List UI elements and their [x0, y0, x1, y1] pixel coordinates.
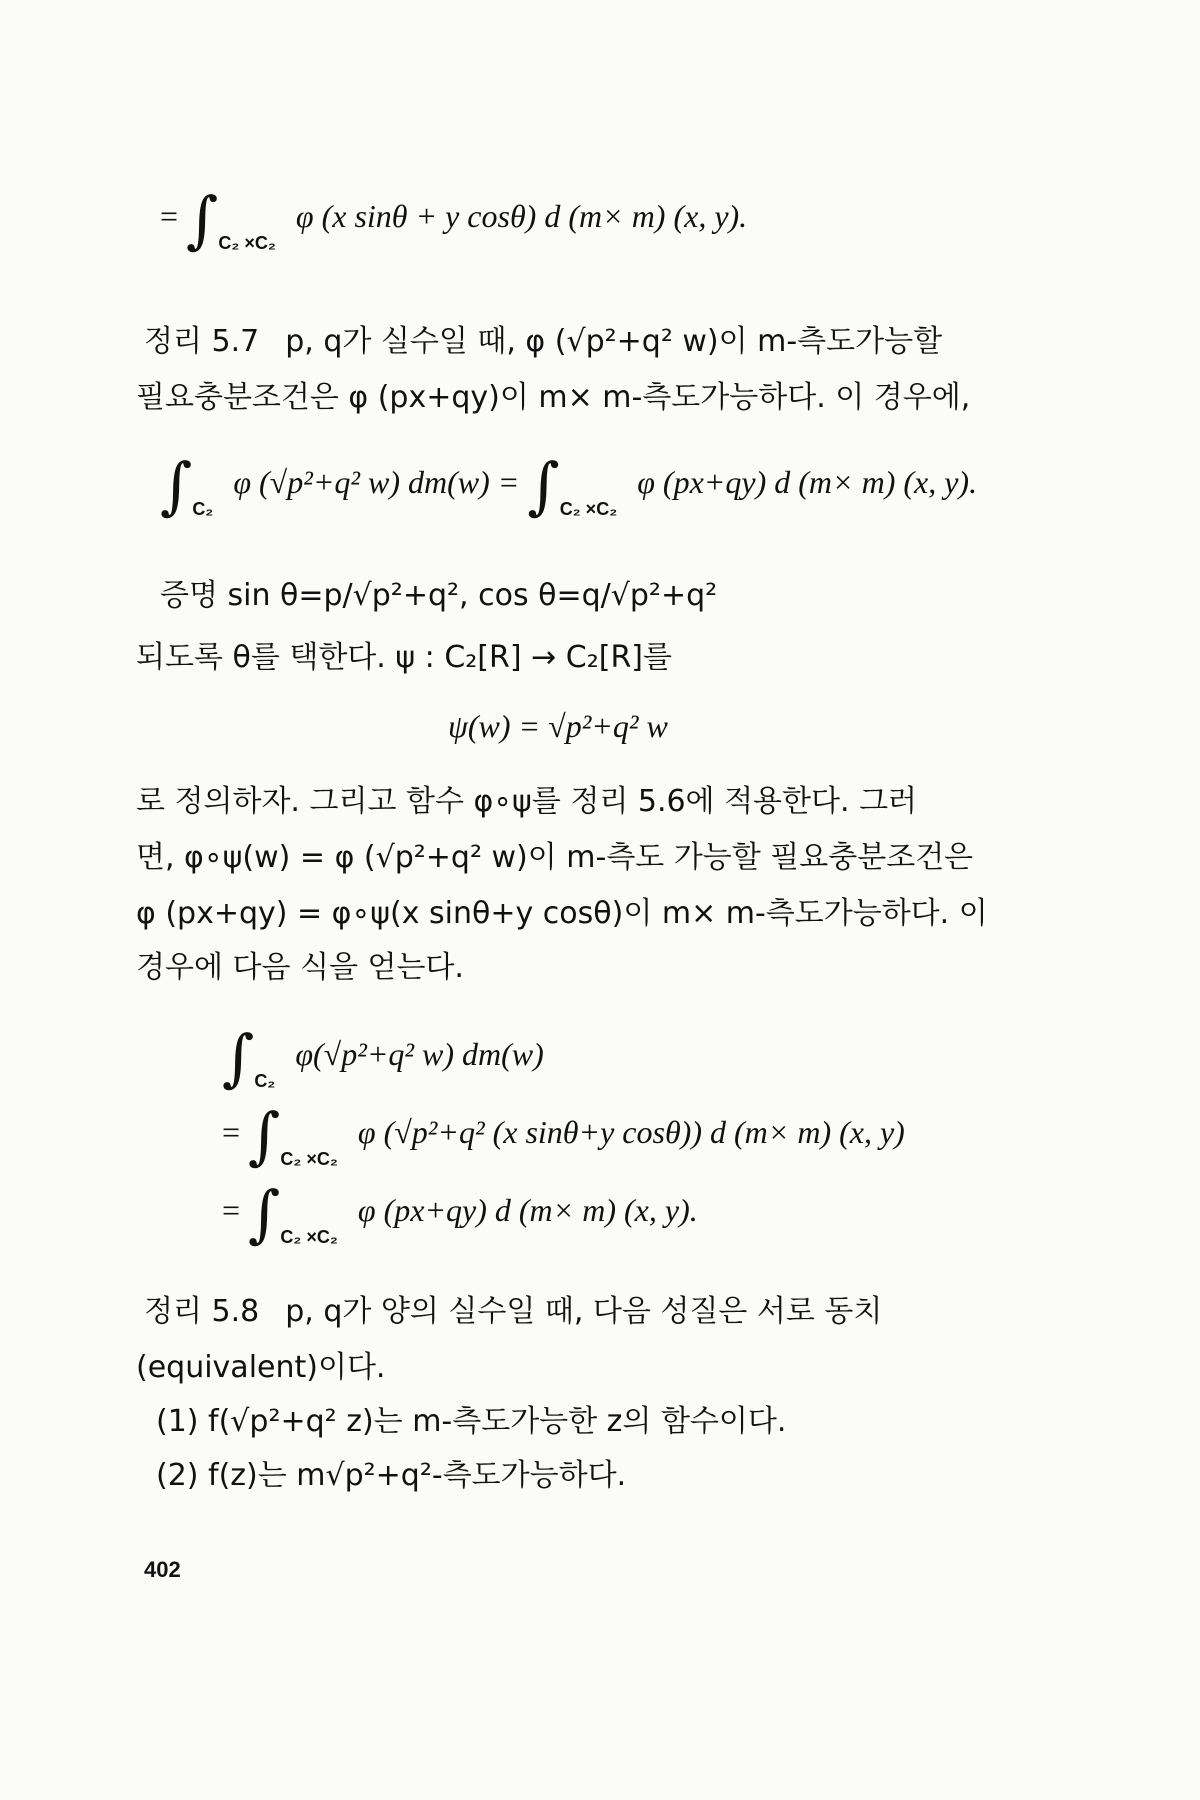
theorem-5-8-line-2	[136, 1346, 385, 1388]
equation-body: φ (√p²+q² w) dm(w) =	[233, 464, 520, 500]
equation-line-4	[222, 1099, 905, 1179]
proof-line-6	[136, 946, 464, 988]
integral-subscript: C₂ ×C₂	[559, 499, 618, 519]
equals-sign: =	[160, 198, 179, 234]
theorem-text: 필요충분조건은 φ (px+qy)이 m× m-측도가능하다. 이 경우에,	[136, 380, 971, 415]
equation-line-5	[222, 1177, 698, 1257]
list-item: (1) f(√p²+q² z)는 m-측도가능한 z의 함수이다.	[156, 1404, 787, 1439]
proof-text: 되도록 θ를 택한다. ψ : C₂[R] → C₂[R]를	[136, 640, 672, 675]
theorem-5-8-line-1	[144, 1290, 882, 1332]
proof-line-2	[136, 636, 672, 678]
proof-text: 로 정의하자. 그리고 함수 φ∘ψ를 정리 5.6에 적용한다. 그러	[136, 784, 918, 819]
equation-line-3	[222, 1021, 544, 1101]
theorem-text: p, q가 양의 실수일 때, 다음 성질은 서로 동치	[285, 1294, 883, 1329]
integral-sign: ∫	[248, 1177, 281, 1250]
proof-text: 경우에 다음 식을 얻는다.	[136, 950, 464, 985]
integral-subscript: C₂ ×C₂	[280, 1149, 338, 1169]
proof-text: 면, φ∘ψ(w) = φ (√p²+q² w)이 m-측도 가능할 필요충분조건은	[136, 840, 974, 875]
integral-sign: ∫	[248, 1099, 281, 1172]
equation-body: φ (√p²+q² (x sinθ+y cosθ)) d (m× m) (x, y)	[357, 1114, 905, 1150]
proof-text: 증명 sin θ=p/√p²+q², cos θ=q/√p²+q²	[160, 578, 718, 613]
equation-line-1	[160, 183, 748, 263]
integral-subscript: C₂	[254, 1071, 276, 1091]
integral-sign: ∫	[527, 449, 560, 522]
integral-subscript: C₂ ×C₂	[280, 1227, 338, 1247]
theorem-text: (equivalent)이다.	[136, 1350, 386, 1385]
theorem-text: p, q가 실수일 때, φ (√p²+q² w)이 m-측도가능할	[285, 324, 943, 359]
equation-line-2	[160, 449, 978, 529]
integral-subscript: C₂ ×C₂	[218, 233, 276, 253]
equation-body: φ (px+qy) d (m× m) (x, y).	[637, 464, 978, 500]
equation-body: ψ(w) = √p²+q² w	[448, 708, 668, 744]
equation-body: φ (px+qy) d (m× m) (x, y).	[357, 1192, 698, 1228]
list-item: (2) f(z)는 m√p²+q²-측도가능하다.	[156, 1458, 627, 1493]
proof-line-5	[136, 892, 988, 934]
integral-sign: ∫	[186, 183, 219, 256]
proof-line-1	[160, 574, 717, 616]
theorem-5-7-line-1	[144, 320, 942, 362]
proof-equation	[448, 706, 668, 746]
equation-body: φ(√p²+q² w) dm(w)	[295, 1036, 544, 1072]
proof-line-4	[136, 836, 973, 878]
theorem-label: 정리 5.8	[144, 1294, 260, 1329]
integral-subscript: C₂	[192, 499, 214, 519]
page-number: 402	[144, 1557, 181, 1582]
equals-sign: =	[222, 1192, 241, 1228]
equation-body: φ (x sinθ + y cosθ) d (m× m) (x, y).	[295, 198, 748, 234]
proof-line-3	[136, 780, 917, 822]
theorem-item-1	[156, 1400, 786, 1442]
integral-sign: ∫	[222, 1021, 255, 1094]
theorem-5-7-line-2	[136, 376, 970, 418]
theorem-label: 정리 5.7	[144, 324, 260, 359]
proof-text: φ (px+qy) = φ∘ψ(x sinθ+y cosθ)이 m× m-측도가능하다. 이	[136, 896, 988, 931]
equals-sign: =	[222, 1114, 241, 1150]
theorem-item-2	[156, 1454, 626, 1496]
integral-sign: ∫	[160, 449, 193, 522]
